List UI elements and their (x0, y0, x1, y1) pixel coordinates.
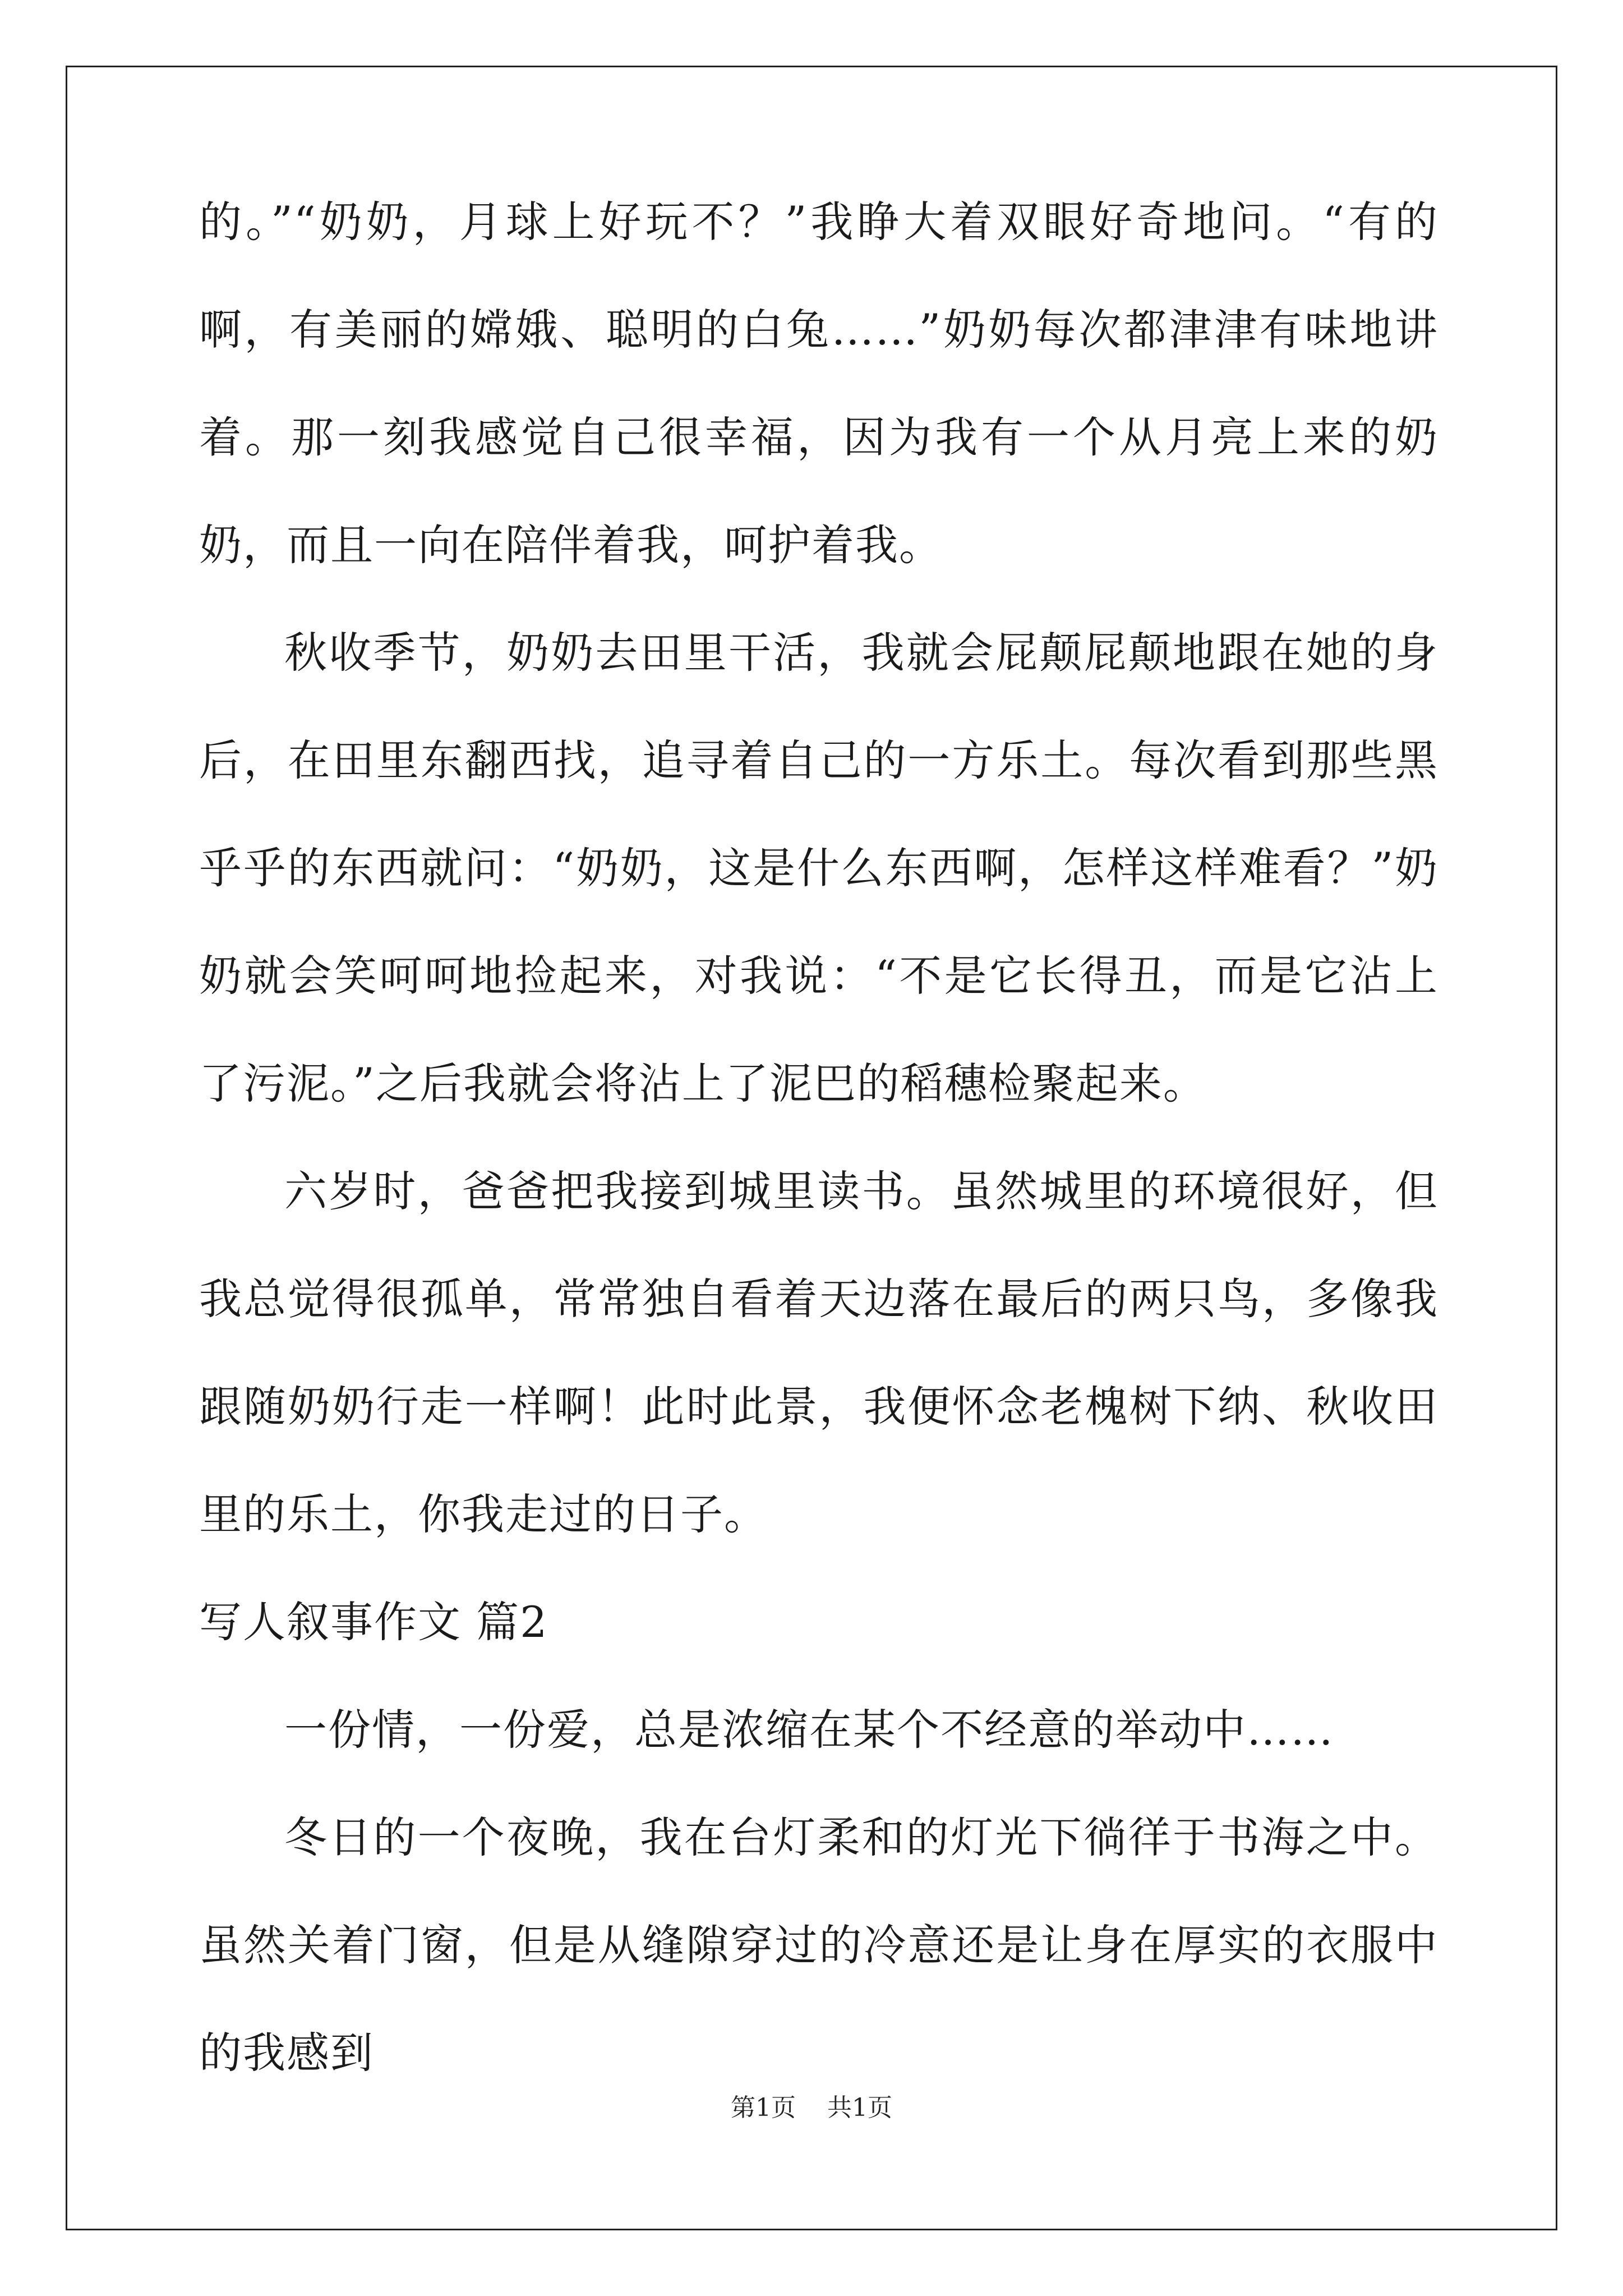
section-heading: 写人叙事作文 篇2 (199, 1597, 548, 1647)
paragraph: 六岁时，爸爸把我接到城里读书。虽然城里的环境很好，但我总觉得很孤单，常常独自看着天边落在最后的两只鸟，多像我跟随奶奶行走一样啊！此时此景，我便怀念老槐树下纳、秋收田里的乐土，你我走过的日子。 (199, 1166, 1438, 1539)
paragraph: 的。”“奶奶，月球上好玩不？”我睁大着双眼好奇地问。“有的啊，有美丽的嫦娥、聪明的白兔……”奶奶每次都津津有味地讲着。那一刻我感觉自己很幸福，因为我有一个从月亮上来的奶奶，而且一向在陪伴着我，呵护着我。 (199, 197, 1438, 570)
page-total: 共1页 (827, 2093, 892, 2122)
paragraph: 冬日的一个夜晚，我在台灯柔和的灯光下徜徉于书海之中。虽然关着门窗，但是从缝隙穿过的冷意还是让身在厚实的衣服中的我感到 (199, 1812, 1438, 2078)
document-body (199, 168, 1438, 2107)
paragraph: 一份情，一份爱，总是浓缩在某个不经意的举动中…… (284, 1705, 1334, 1755)
page-number: 第1页 (731, 2093, 796, 2122)
page-footer (0, 2091, 1623, 2125)
paragraph: 秋收季节，奶奶去田里干活，我就会屁颠屁颠地跟在她的身后，在田里东翻西找，追寻着自己的一方乐土。每次看到那些黑乎乎的东西就问：“奶奶，这是什么东西啊，怎样这样难看？”奶奶就会笑呵呵地捡起来，对我说：“不是它长得丑，而是它沾上了污泥。”之后我就会将沾上了泥巴的稻穗检聚起来。 (199, 628, 1438, 1108)
